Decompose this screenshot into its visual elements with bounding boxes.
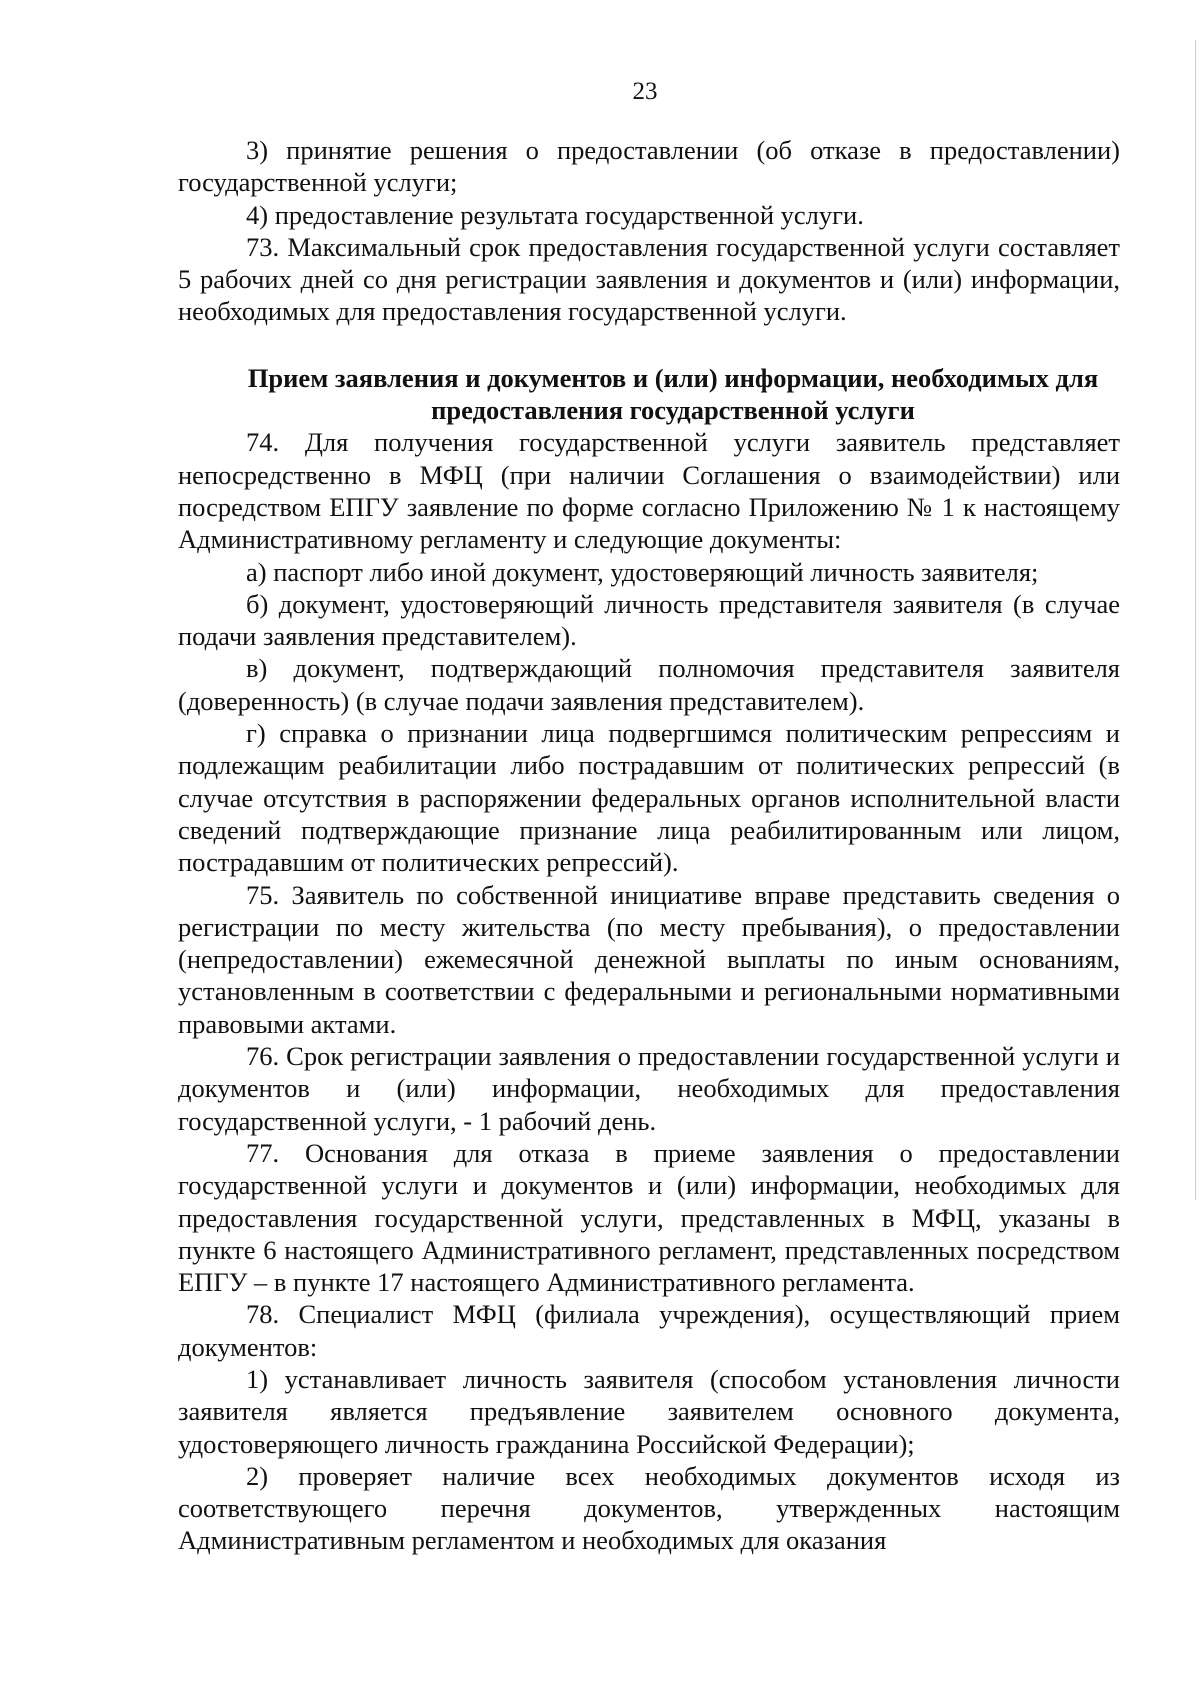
paragraph-74-b: б) документ, удостоверяющий личность представителя заявителя (в случае подачи заявления представителем). bbox=[178, 588, 1120, 652]
paragraph-76: 76. Срок регистрации заявления о предоставлении государственной услуги и документов и (или) информации, необходимых для предоставления государственной услуги, - 1 рабочий день. bbox=[178, 1041, 1120, 1136]
document-body bbox=[178, 134, 1120, 1557]
paragraph-73: 73. Максимальный срок предоставления государственной услуги составляет 5 рабочих дней со дня регистрации заявления и документов и (или) информации, необходимых для предоставления государственной услуги. bbox=[178, 231, 1120, 327]
paragraph-74-a: а) паспорт либо иной документ, удостоверяющий личность заявителя; bbox=[246, 556, 1039, 587]
scan-edge-line bbox=[1195, 40, 1196, 1200]
paragraph-74-v: в) документ, подтверждающий полномочия представителя заявителя (доверенность) (в случае подачи заявления представителем). bbox=[178, 653, 1120, 716]
paragraph-item-3: 3) принятие решения о предоставлении (об отказе в предоставлении) государственной услуги; bbox=[178, 135, 1120, 198]
paragraph-78-1: 1) устанавливает личность заявителя (способом установления личности заявителя является предъявление заявителем основного документа, удостоверяющего личность гражданина Российской Федерации); bbox=[178, 1363, 1120, 1459]
paragraph-74: 74. Для получения государственной услуги заявитель представляет непосредственно в МФЦ (при наличии Соглашения о взаимодействии) или посредством ЕПГУ заявление по форме согласно Приложению № 1 к настоящему Административному регламенту и следующие документы: bbox=[178, 427, 1120, 555]
paragraph-74-g: г) справка о признании лица подвергшимся политическим репрессиям и подлежащим реабилитации либо пострадавшим от политических репрессий (в случае отсутствия в распоряжении федеральных органов исполнительной власти сведений подтверждающие признание лица реабилитированным или лицом, пострадавшим от политических репрессий). bbox=[178, 718, 1120, 878]
paragraph-78: 78. Специалист МФЦ (филиала учреждения), осуществляющий прием документов: bbox=[178, 1299, 1120, 1362]
paragraph-77: 77. Основания для отказа в приеме заявления о предоставлении государственной услуги и документов и (или) информации, необходимых для предоставления государственной услуги, представленных в МФЦ, указаны в пункте 6 настоящего Административного регламент, представленных посредством ЕПГУ – в пункте 17 настоящего Административного регламента. bbox=[178, 1137, 1120, 1298]
paragraph-item-4: 4) предоставление результата государственной услуги. bbox=[246, 199, 864, 230]
page-number: 23 bbox=[632, 78, 658, 105]
paragraph-75: 75. Заявитель по собственной инициативе вправе представить сведения о регистрации по месту жительства (по месту пребывания), о предоставлении (непредоставлении) ежемесячной денежной выплаты по иным основаниям, установленным в соответствии с федеральными и региональными нормативными правовыми актами. bbox=[178, 879, 1120, 1039]
section-heading: Прием заявления и документов и (или) информации, необходимых для предоставления государственной услуги bbox=[247, 362, 1099, 426]
paragraph-78-2: 2) проверяет наличие всех необходимых документов исходя из соответствующего перечня документов, утвержденных настоящим Административным регламентом и необходимых для оказания bbox=[178, 1460, 1120, 1556]
